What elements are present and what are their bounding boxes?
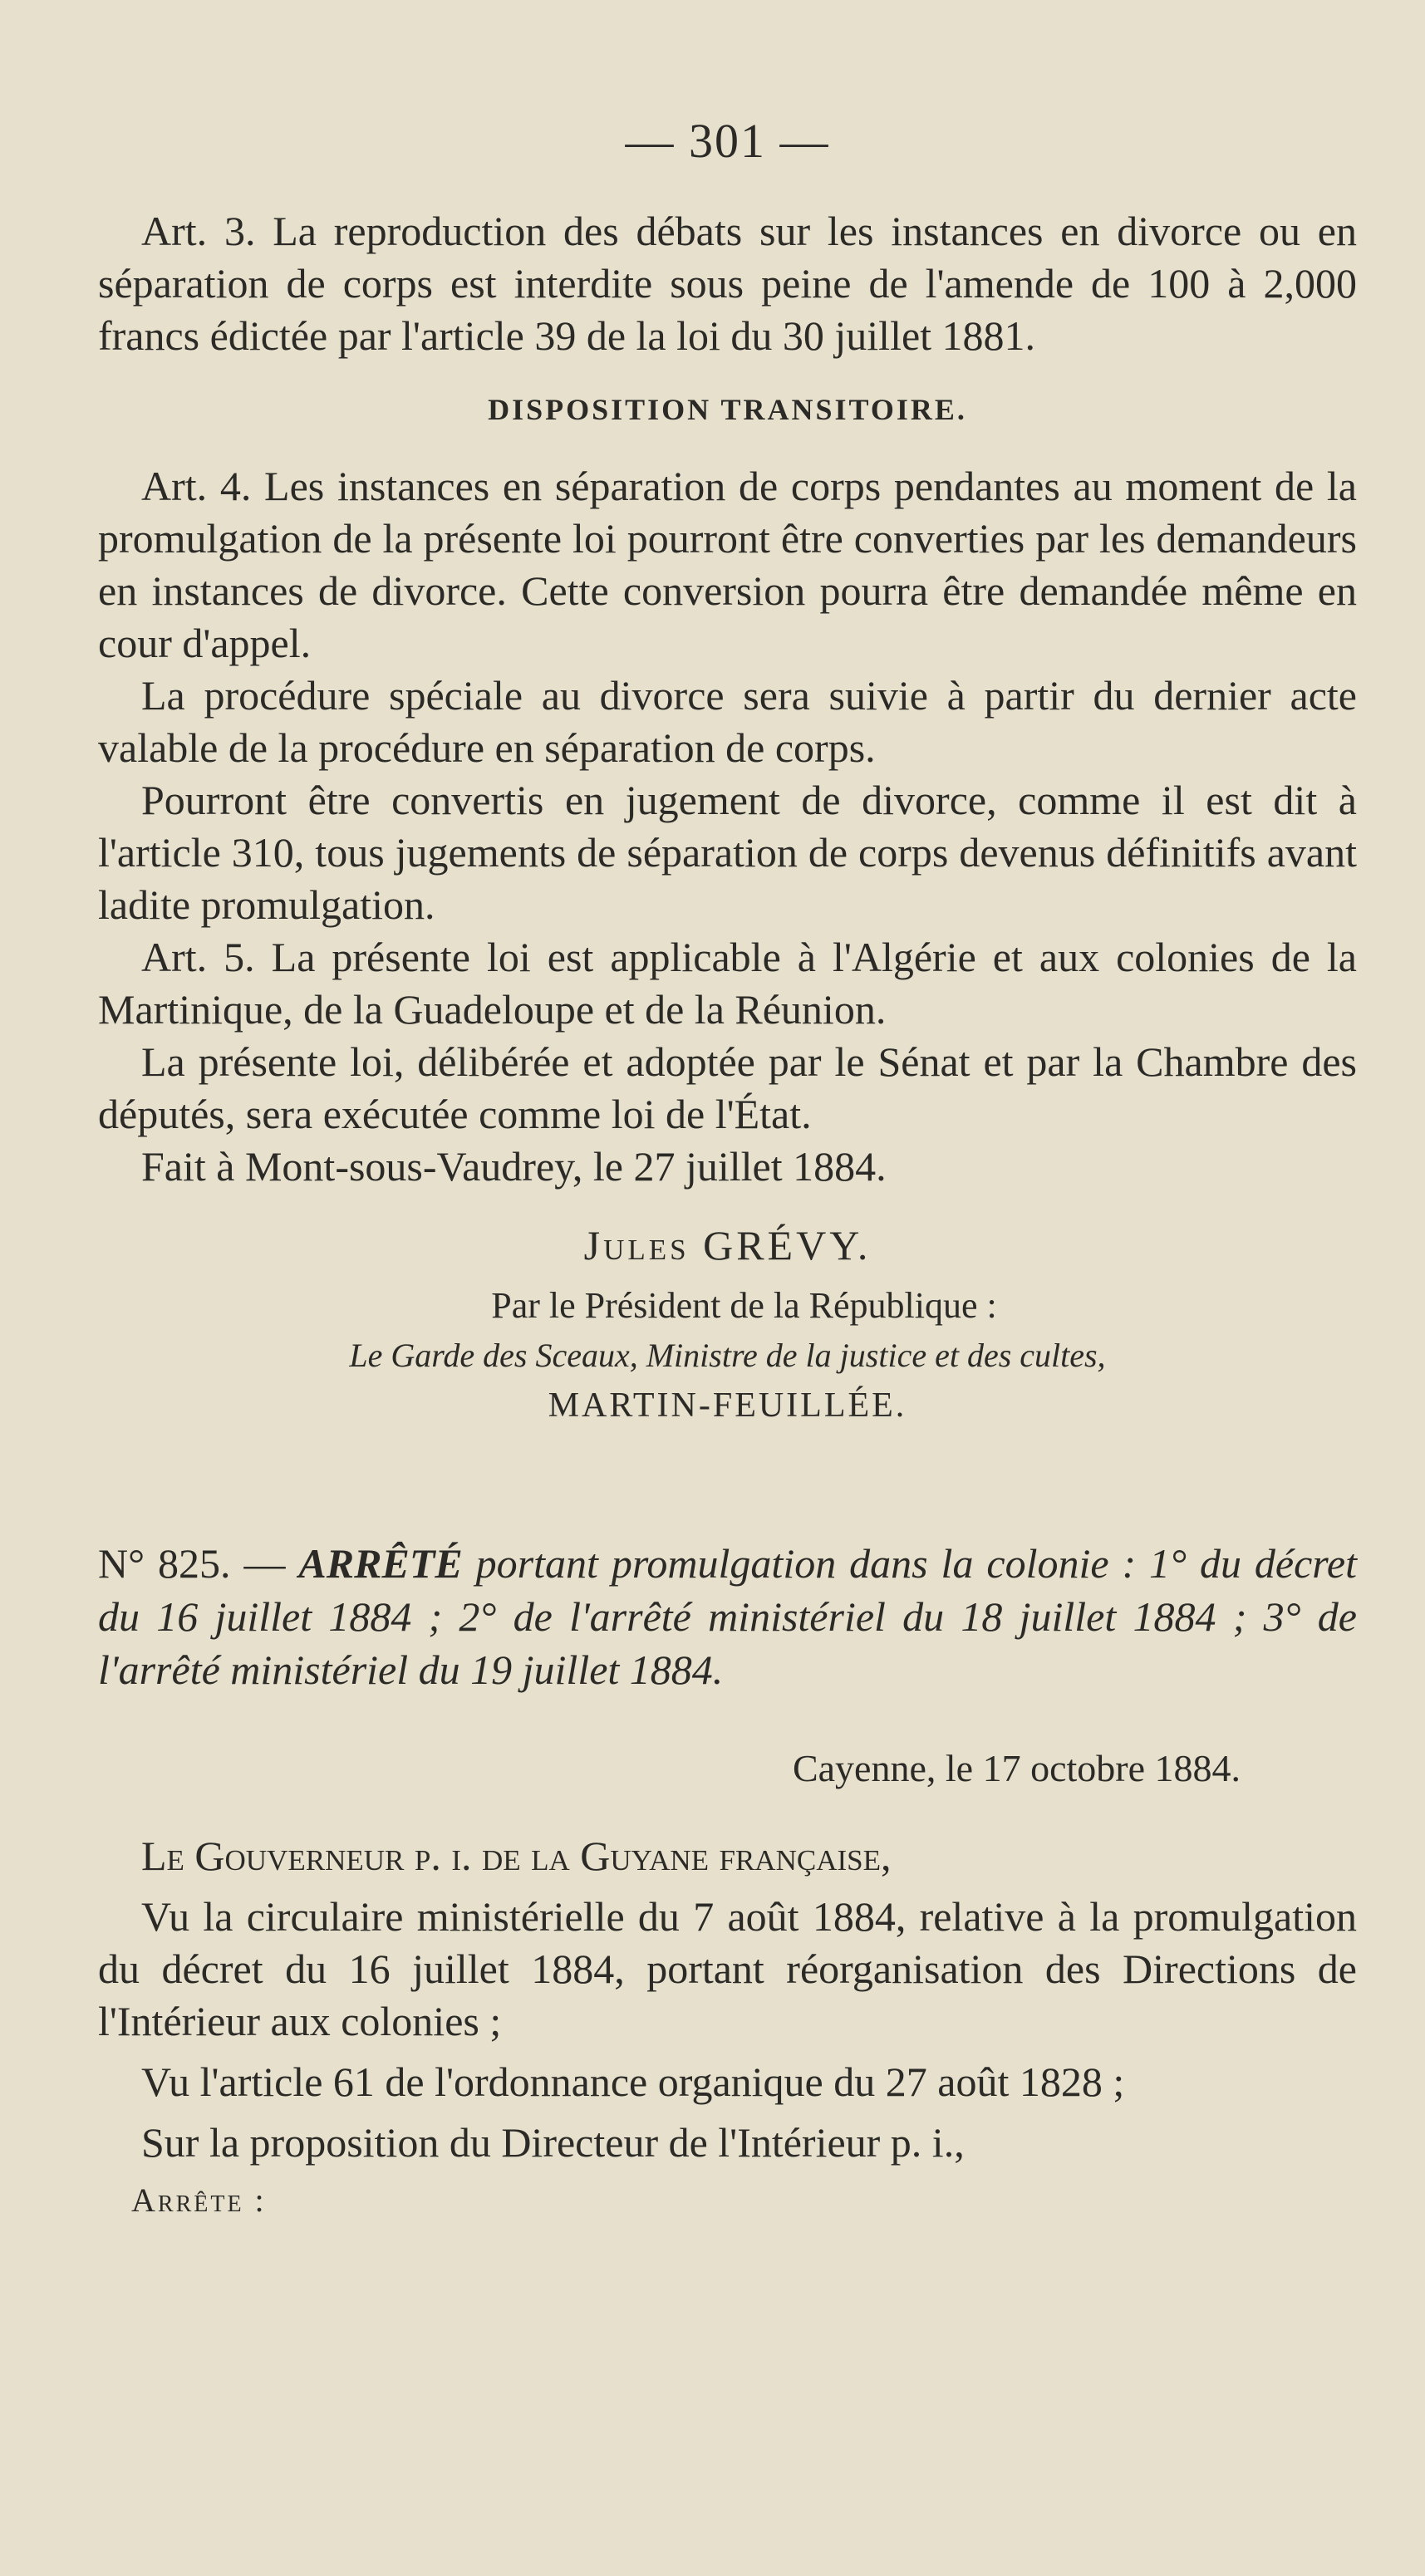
- considerant-1: Vu la circulaire ministérielle du 7 août 1884, relative à la promulgation du décret du 16 juillet 1884, portant réorganisation des Directions de l'Intérieur aux colonies ;: [98, 1893, 1357, 2044]
- place-and-date: Cayenne, le 17 octobre 1884.: [792, 1747, 1241, 1789]
- transitional-heading: DISPOSITION TRANSITOIRE.: [488, 393, 967, 426]
- page-number: — 301 —: [625, 114, 830, 168]
- article-4-paragraph-1: Art. 4. Les instances en séparation de corps pendantes au moment de la promulgation de la présente loi pourront être converties par les demandeurs en instances de divorce. Cette conversion pourra être demandée même en cour d'appel.: [98, 463, 1357, 666]
- considerant-3: Sur la proposition du Directeur de l'Intérieur p. i.,: [141, 2119, 965, 2166]
- governor-line: Le Gouverneur p. i. de la Guyane française,: [141, 1833, 892, 1879]
- president-signature: Jules GRÉVY.: [583, 1222, 872, 1268]
- done-at-line: Fait à Mont-sous-Vaudrey, le 27 juillet 1884.: [141, 1143, 887, 1190]
- article-4-paragraph-3: Pourront être convertis en jugement de divorce, comme il est dit à l'article 310, tous jugements de séparation de corps devenus définitifs avant ladite promulgation.: [98, 777, 1357, 928]
- by-president-line: Par le Président de la République :: [491, 1285, 997, 1326]
- minister-name: MARTIN-FEUILLÉE.: [548, 1386, 907, 1425]
- decree-title: ARRÊTÉ: [298, 1540, 463, 1587]
- minister-title: Le Garde des Sceaux, Ministre de la justice et des cultes,: [349, 1337, 1106, 1374]
- article-3: Art. 3. La reproduction des débats sur les instances en divorce ou en séparation de corps est interdite sous peine de l'amende de 100 à 2,000 francs édictée par l'article 39 de la loi du 30 juillet 1881.: [98, 208, 1357, 359]
- decree-number: N° 825. —: [98, 1540, 286, 1587]
- considerant-2: Vu l'article 61 de l'ordonnance organique du 27 août 1828 ;: [141, 2058, 1125, 2105]
- article-4-paragraph-2: La procédure spéciale au divorce sera suivie à partir du dernier acte valable de la procédure en séparation de corps.: [98, 672, 1357, 771]
- law-adopted-paragraph: La présente loi, délibérée et adoptée par le Sénat et par la Chambre des députés, sera exécutée comme loi de l'État.: [98, 1038, 1357, 1137]
- decree-heading: [98, 1537, 1357, 1696]
- article-5: Art. 5. La présente loi est applicable à l'Algérie et aux colonies de la Martinique, de la Guadeloupe et de la Réunion.: [98, 934, 1357, 1033]
- decree-description: portant promulgation dans la colonie : 1° du décret du 16 juillet 1884 ; 2° de l'arrêté ministériel du 18 juillet 1884 ; 3° de l'arrêté ministériel du 19 juillet 1884.: [98, 1540, 1357, 1693]
- document-page: [98, 113, 1357, 2220]
- arrete-label: Arrête :: [131, 2181, 267, 2219]
